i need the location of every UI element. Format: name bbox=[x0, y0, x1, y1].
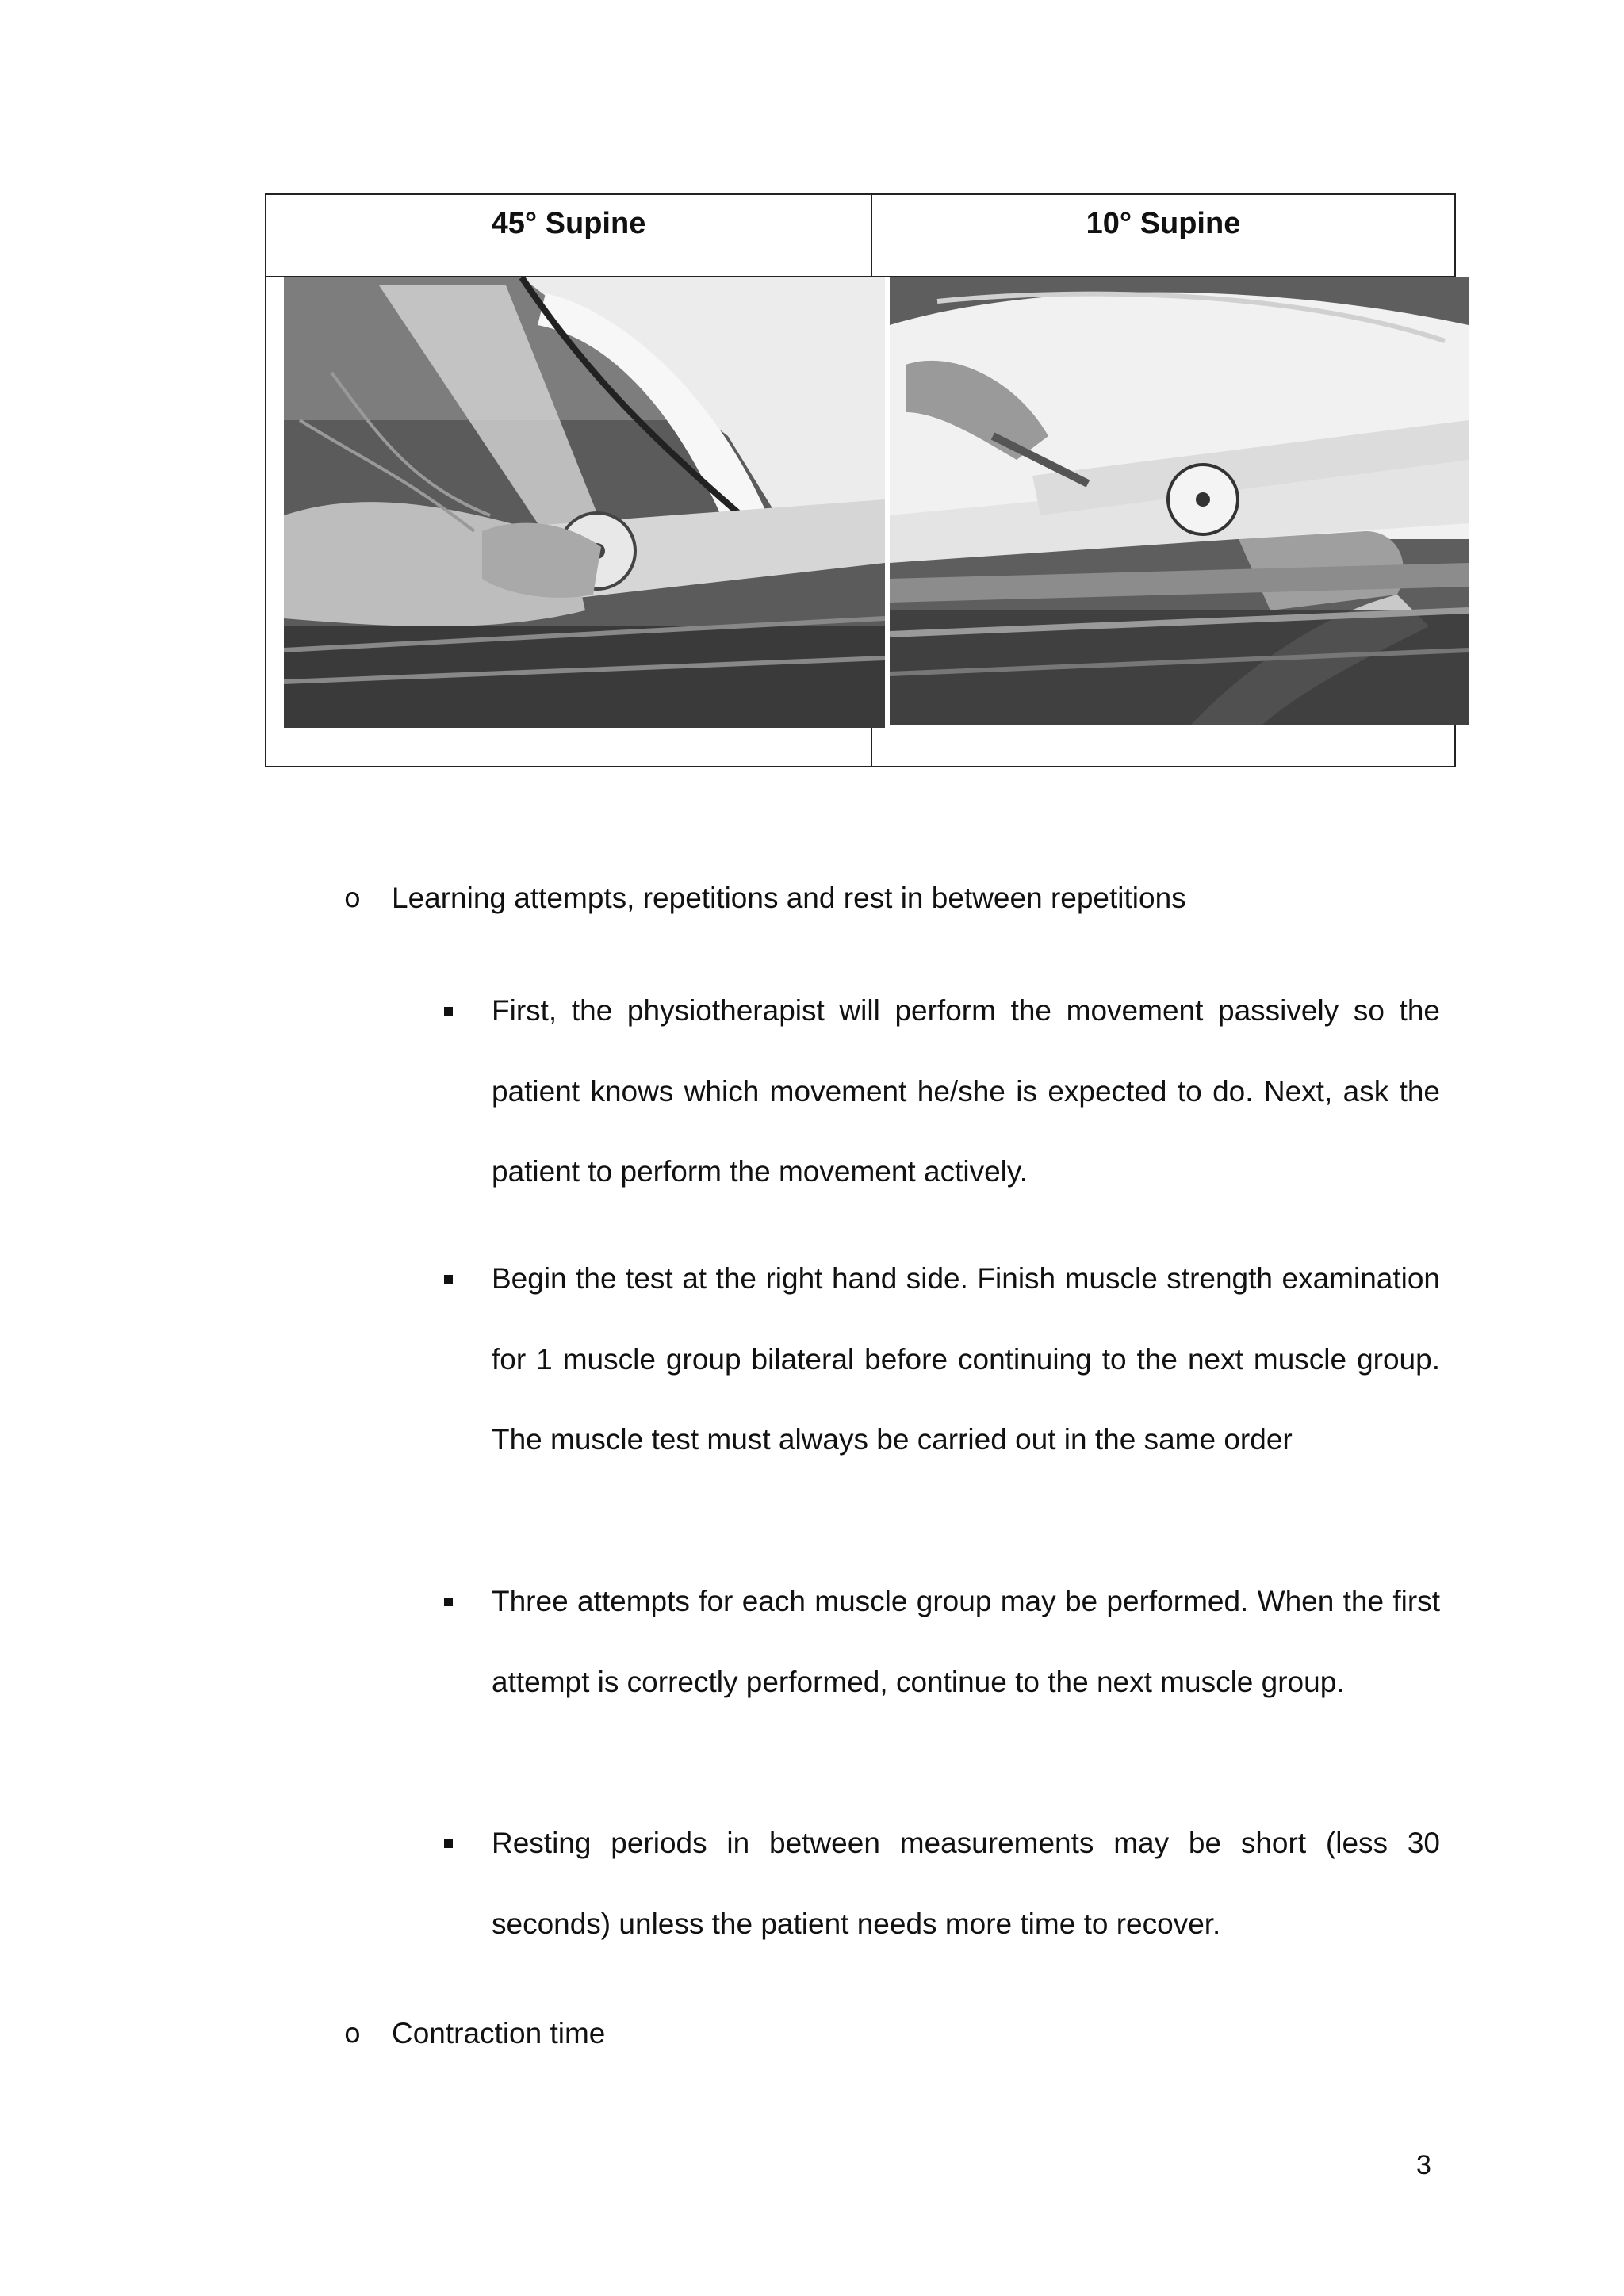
square-bullet-icon bbox=[444, 1007, 453, 1016]
section-heading: Contraction time bbox=[392, 2017, 606, 2049]
bullet-text: Begin the test at the right hand side. Finish muscle strength examination for 1 muscle group bilateral before continuing to the next muscle group. The muscle test must always be carried out in the same order bbox=[492, 1262, 1440, 1456]
page-number: 3 bbox=[1416, 2150, 1431, 2180]
list-marker-circle: o bbox=[344, 2018, 361, 2049]
square-bullet-icon bbox=[444, 1275, 453, 1284]
photo-goniometer-45-supine bbox=[284, 277, 885, 728]
square-bullet-icon bbox=[444, 1598, 453, 1606]
photo-goniometer-10-supine bbox=[890, 277, 1469, 725]
square-bullet-icon bbox=[444, 1839, 453, 1848]
photo-comparison-table bbox=[265, 193, 1456, 767]
list-marker-circle: o bbox=[344, 882, 361, 914]
header-45-supine: 45° Supine bbox=[491, 207, 646, 240]
header-10-supine: 10° Supine bbox=[1086, 207, 1241, 240]
section-heading: Learning attempts, repetitions and rest in between repetitions bbox=[392, 882, 1186, 914]
bullet-text: First, the physiotherapist will perform the movement passively so the patient knows which movement he/she is expected to do. Next, ask the patient to perform the movement actively. bbox=[492, 994, 1440, 1188]
bullet-text: Three attempts for each muscle group may be performed. When the first attempt is correctly performed, continue to the next muscle group. bbox=[492, 1585, 1440, 1698]
bullet-text: Resting periods in between measurements may be short (less 30 seconds) unless the patient needs more time to recover. bbox=[492, 1827, 1440, 1940]
